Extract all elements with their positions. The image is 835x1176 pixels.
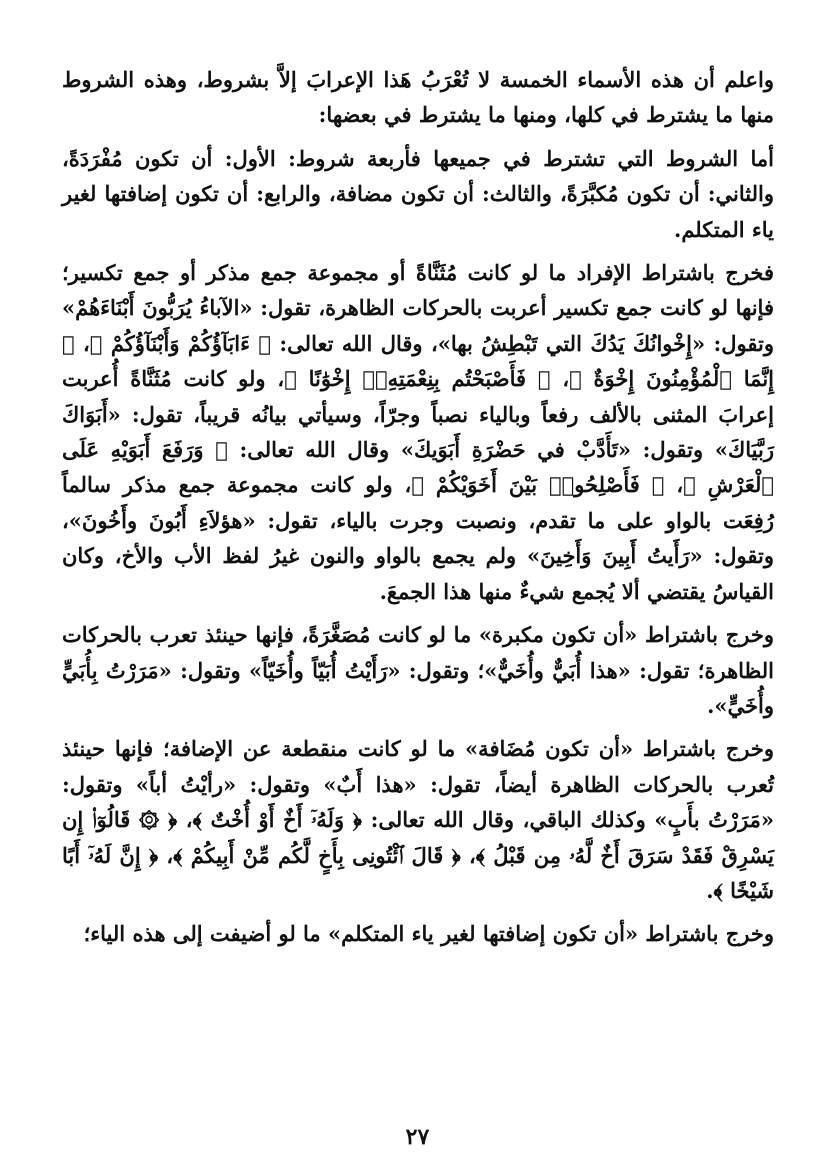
page-body [62, 62, 774, 1122]
page-number: ٢٧ [405, 1124, 430, 1150]
paragraph-singular-condition: فخرج باشتراط الإفراد ما لو كانت مُثَنَّاةً أو مجموعة جمع مذكر أو جمع تكسير؛ فإنها لو كانت جمع تكسير أعربت بالحركات الظاهرة، تقول: «الآباءُ يُرَبُّونَ أَبْنَاءَهُمْ» وتقول: «إِخْوانُكَ يَدُكَ التي تَبْطِشُ بها»، وقال الله تعالى: ﴿ ءَابَآؤُكُمْ وَأَبْنَآؤُكُمْ ﴾، ﴿ إِنَّمَا ٱلْمُؤْمِنُونَ إِخْوَةٌ ﴾، ﴿ فَأَصْبَحْتُم بِنِعْمَتِهِۦٓ إِخْوَٰنًا ﴾، ولو كانت مُثَنَّاةً أُعربت إعرابَ المثنى بالألف رفعاً وبالياء نصباً وجرّاً، وسيأتي بيانُه قريباً، تقول: «أَبَوَاكَ رَبَّيَاكَ» وتقول: «تَأَدَّبْ في حَضْرَةِ أَبَوَيكَ» وقال الله تعالى: ﴿ وَرَفَعَ أَبَوَيْهِ عَلَى ٱلْعَرْشِ ﴾، ﴿ فَأَصْلِحُوا۟ بَيْنَ أَخَوَيْكُمْ ﴾، ولو كانت مجموعة جمع مذكر سالماً رُفِعَت بالواو على ما تقدم، ونصبت وجرت بالياء، تقول: «هؤلاَءِ أَبُونَ وأَخُونَ»، وتقول: «رَأَيتُ أَبِينَ وَأَخِينَ» ولم يجمع بالواو والنون غيرُ لفظ الأب والأخ، وكان القياسُ يقتضي ألا يُجمع شيءٌ منها هذا الجمعَ. [62, 260, 774, 604]
paragraph-conditions: أما الشروط التي تشترط في جميعها فأربعة شروط: الأول: أن تكون مُفْرَدَةً، والثاني: أن تكون مُكبَّرَةً، والثالث: أن تكون مضافة، والرابع: أن تكون إضافتها لغير ياء المتكلم. [62, 145, 774, 242]
paragraph-annexed-condition: وخرج باشتراط «أن تكون مُضَافة» ما لو كانت منقطعة عن الإضافة؛ فإنها حينئذ تُعرب بالحركات الظاهرة أيضاً، تقول: «هذا أَبٌ» وتقول: «رأيْتُ أباً» وتقول: «مَرَرْتُ بأَبٍ» وكذلك الباقي، وقال الله تعالى: ﴿ وَلَهُۥٓ أَخٌ أَوْ أُخْتٌ ﴾، ﴿ ۞ قَالُوٓا۟ إِن يَسْرِقْ فَقَدْ سَرَقَ أَخٌ لَّهُۥ مِن قَبْلُ ﴾، ﴿ قَالَ ٱئْتُونِى بِأَخٍ لَّكُم مِّنْ أَبِيكُمْ ﴾، ﴿ إِنَّ لَهُۥٓ أَبًا شَيْخًا ﴾. [62, 736, 774, 903]
paragraph-diminutive-condition: وخرج باشتراط «أن تكون مكبرة» ما لو كانت مُصَغَّرَةً، فإنها حينئذ تعرب بالحركات الظاهرة؛ تقول: «هذا أُبَيٌّ وأُخَيٌّ»؛ وتقول: «رَأَيْتُ أُبَيّاً وأُخَيّاً» وتقول: «مَرَرْتُ بِأُبَيٍّ وأُخَيٍّ». [62, 622, 774, 718]
paragraph-intro: واعلم أن هذه الأسماء الخمسة لا تُعْرَبُ هَذا الإعرابَ إلاَّ بشروط، وهذه الشروط منها ما يشترط في كلها، ومنها ما يشترط في بعضها: [62, 67, 774, 128]
paragraph-speaker-ya-condition: وخرج باشتراط «أن تكون إضافتها لغير ياء المتكلم» ما لو أضيفت إلى هذه الياء؛ [83, 921, 774, 947]
